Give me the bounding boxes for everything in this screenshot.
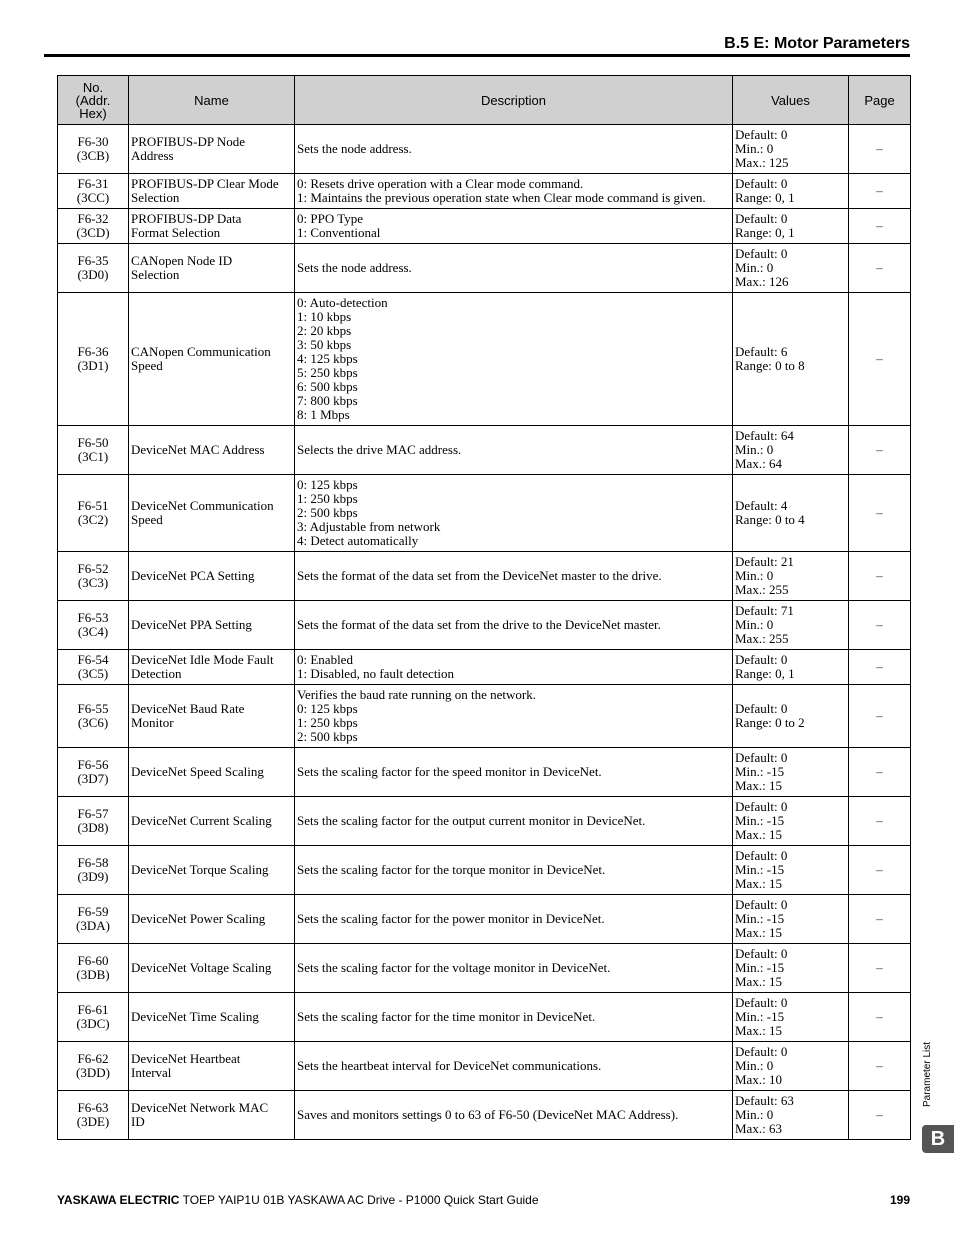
cell-parameter-no: F6-30 (3CB) xyxy=(58,125,129,174)
cell-page: – xyxy=(849,797,911,846)
cell-page: – xyxy=(849,748,911,797)
cell-parameter-name: PROFIBUS-DP Clear Mode Selection xyxy=(129,174,295,209)
cell-parameter-no: F6-59 (3DA) xyxy=(58,895,129,944)
cell-page: – xyxy=(849,174,911,209)
cell-description: Sets the format of the data set from the DeviceNet master to the drive. xyxy=(295,552,733,601)
table-row xyxy=(58,475,911,552)
cell-page: – xyxy=(849,426,911,475)
cell-parameter-name: DeviceNet Idle Mode Fault Detection xyxy=(129,650,295,685)
cell-values: Default: 0 Min.: -15 Max.: 15 xyxy=(733,993,849,1042)
cell-parameter-no: F6-55 (3C6) xyxy=(58,685,129,748)
table-row xyxy=(58,685,911,748)
cell-values: Default: 6 Range: 0 to 8 xyxy=(733,293,849,426)
page-number: 199 xyxy=(889,1193,910,1207)
cell-parameter-name: DeviceNet MAC Address xyxy=(129,426,295,475)
cell-parameter-no: F6-51 (3C2) xyxy=(58,475,129,552)
cell-description: Verifies the baud rate running on the network. 0: 125 kbps 1: 250 kbps 2: 500 kbps xyxy=(295,685,733,748)
cell-description: 0: Enabled 1: Disabled, no fault detection xyxy=(295,650,733,685)
cell-parameter-no: F6-58 (3D9) xyxy=(58,846,129,895)
section-tab-badge: B xyxy=(922,1125,954,1153)
cell-parameter-no: F6-57 (3D8) xyxy=(58,797,129,846)
table-row xyxy=(58,748,911,797)
cell-parameter-name: PROFIBUS-DP Data Format Selection xyxy=(129,209,295,244)
cell-description: Sets the scaling factor for the speed monitor in DeviceNet. xyxy=(295,748,733,797)
cell-values: Default: 0 Min.: -15 Max.: 15 xyxy=(733,846,849,895)
cell-parameter-name: DeviceNet Speed Scaling xyxy=(129,748,295,797)
table-row xyxy=(58,797,911,846)
cell-description: Sets the scaling factor for the output current monitor in DeviceNet. xyxy=(295,797,733,846)
header-rule xyxy=(44,54,910,57)
table-row xyxy=(58,895,911,944)
cell-values: Default: 21 Min.: 0 Max.: 255 xyxy=(733,552,849,601)
section-title: B.5 E: Motor Parameters xyxy=(724,35,910,52)
cell-description: Sets the node address. xyxy=(295,244,733,293)
side-tab-label: Parameter List xyxy=(922,1041,933,1107)
cell-values: Default: 0 Range: 0, 1 xyxy=(733,209,849,244)
cell-values: Default: 0 Min.: 0 Max.: 125 xyxy=(733,125,849,174)
table-row xyxy=(58,293,911,426)
cell-values: Default: 0 Min.: -15 Max.: 15 xyxy=(733,944,849,993)
cell-parameter-no: F6-54 (3C5) xyxy=(58,650,129,685)
cell-page: – xyxy=(849,293,911,426)
cell-page: – xyxy=(849,552,911,601)
cell-values: Default: 64 Min.: 0 Max.: 64 xyxy=(733,426,849,475)
cell-values: Default: 0 Range: 0, 1 xyxy=(733,650,849,685)
cell-description: Sets the format of the data set from the drive to the DeviceNet master. xyxy=(295,601,733,650)
table-header-row xyxy=(58,76,911,125)
cell-parameter-no: F6-52 (3C3) xyxy=(58,552,129,601)
cell-page: – xyxy=(849,475,911,552)
table-row xyxy=(58,209,911,244)
cell-values: Default: 0 Range: 0, 1 xyxy=(733,174,849,209)
cell-parameter-no: F6-35 (3D0) xyxy=(58,244,129,293)
table-row xyxy=(58,944,911,993)
cell-description: Saves and monitors settings 0 to 63 of F6-50 (DeviceNet MAC Address). xyxy=(295,1091,733,1140)
cell-description: Sets the scaling factor for the power monitor in DeviceNet. xyxy=(295,895,733,944)
table-row xyxy=(58,125,911,174)
table-row xyxy=(58,993,911,1042)
cell-parameter-name: CANopen Node ID Selection xyxy=(129,244,295,293)
table-row xyxy=(58,174,911,209)
footer-doc-title: TOEP YAIP1U 01B YASKAWA AC Drive - P1000 Quick Start Guide xyxy=(182,1193,539,1207)
cell-parameter-no: F6-50 (3C1) xyxy=(58,426,129,475)
table-row xyxy=(58,1042,911,1091)
cell-parameter-no: F6-62 (3DD) xyxy=(58,1042,129,1091)
column-header-values: Values xyxy=(733,76,849,125)
cell-page: – xyxy=(849,244,911,293)
cell-page: – xyxy=(849,1042,911,1091)
cell-values: Default: 63 Min.: 0 Max.: 63 xyxy=(733,1091,849,1140)
cell-values: Default: 0 Min.: 0 Max.: 10 xyxy=(733,1042,849,1091)
cell-parameter-name: DeviceNet Communication Speed xyxy=(129,475,295,552)
cell-parameter-name: DeviceNet PCA Setting xyxy=(129,552,295,601)
cell-page: – xyxy=(849,209,911,244)
cell-description: 0: PPO Type 1: Conventional xyxy=(295,209,733,244)
cell-parameter-no: F6-36 (3D1) xyxy=(58,293,129,426)
cell-page: – xyxy=(849,650,911,685)
cell-values: Default: 71 Min.: 0 Max.: 255 xyxy=(733,601,849,650)
cell-values: Default: 0 Min.: -15 Max.: 15 xyxy=(733,895,849,944)
cell-description: Sets the scaling factor for the torque monitor in DeviceNet. xyxy=(295,846,733,895)
cell-page: – xyxy=(849,895,911,944)
cell-description: Sets the heartbeat interval for DeviceNet communications. xyxy=(295,1042,733,1091)
cell-parameter-name: DeviceNet Time Scaling xyxy=(129,993,295,1042)
cell-values: Default: 0 Min.: 0 Max.: 126 xyxy=(733,244,849,293)
cell-page: – xyxy=(849,993,911,1042)
cell-parameter-no: F6-53 (3C4) xyxy=(58,601,129,650)
column-header-name: Name xyxy=(129,76,295,125)
cell-description: Sets the node address. xyxy=(295,125,733,174)
cell-parameter-name: DeviceNet Heartbeat Interval xyxy=(129,1042,295,1091)
column-header-no-label: No. (Addr. Hex) xyxy=(75,79,111,121)
cell-description: 0: 125 kbps 1: 250 kbps 2: 500 kbps 3: Adjustable from network 4: Detect automatically xyxy=(295,475,733,552)
column-header-description: Description xyxy=(295,76,733,125)
cell-parameter-name: DeviceNet Baud Rate Monitor xyxy=(129,685,295,748)
cell-page: – xyxy=(849,944,911,993)
cell-page: – xyxy=(849,601,911,650)
table-row xyxy=(58,846,911,895)
cell-parameter-no: F6-31 (3CC) xyxy=(58,174,129,209)
cell-description: Selects the drive MAC address. xyxy=(295,426,733,475)
cell-page: – xyxy=(849,1091,911,1140)
cell-parameter-name: DeviceNet Current Scaling xyxy=(129,797,295,846)
cell-parameter-no: F6-56 (3D7) xyxy=(58,748,129,797)
cell-page: – xyxy=(849,125,911,174)
table-row xyxy=(58,650,911,685)
cell-description: Sets the scaling factor for the time monitor in DeviceNet. xyxy=(295,993,733,1042)
cell-page: – xyxy=(849,685,911,748)
table-row xyxy=(58,244,911,293)
cell-parameter-name: PROFIBUS-DP Node Address xyxy=(129,125,295,174)
column-header-page: Page xyxy=(849,76,911,125)
cell-description: 0: Resets drive operation with a Clear mode command. 1: Maintains the previous operation state when Clear mode command is given. xyxy=(295,174,733,209)
cell-parameter-name: DeviceNet PPA Setting xyxy=(129,601,295,650)
cell-page: – xyxy=(849,846,911,895)
table-row xyxy=(58,601,911,650)
footer-brand: YASKAWA ELECTRIC xyxy=(57,1193,180,1207)
table-row xyxy=(58,552,911,601)
table-row xyxy=(58,1091,911,1140)
cell-description: 0: Auto-detection 1: 10 kbps 2: 20 kbps 3: 50 kbps 4: 125 kbps 5: 250 kbps 6: 500 kbps 7: 800 kbps 8: 1 Mbps xyxy=(295,293,733,426)
cell-values: Default: 0 Min.: -15 Max.: 15 xyxy=(733,797,849,846)
cell-values: Default: 4 Range: 0 to 4 xyxy=(733,475,849,552)
cell-values: Default: 0 Min.: -15 Max.: 15 xyxy=(733,748,849,797)
cell-parameter-name: DeviceNet Power Scaling xyxy=(129,895,295,944)
cell-values: Default: 0 Range: 0 to 2 xyxy=(733,685,849,748)
cell-parameter-name: CANopen Communication Speed xyxy=(129,293,295,426)
cell-parameter-name: DeviceNet Torque Scaling xyxy=(129,846,295,895)
cell-parameter-no: F6-60 (3DB) xyxy=(58,944,129,993)
parameter-table xyxy=(57,75,911,1140)
cell-parameter-name: DeviceNet Voltage Scaling xyxy=(129,944,295,993)
cell-parameter-no: F6-63 (3DE) xyxy=(58,1091,129,1140)
cell-description: Sets the scaling factor for the voltage monitor in DeviceNet. xyxy=(295,944,733,993)
column-header-no xyxy=(58,76,129,125)
cell-parameter-name: DeviceNet Network MAC ID xyxy=(129,1091,295,1140)
cell-parameter-no: F6-61 (3DC) xyxy=(58,993,129,1042)
footer-doc-info xyxy=(57,1193,539,1207)
cell-parameter-no: F6-32 (3CD) xyxy=(58,209,129,244)
table-row xyxy=(58,426,911,475)
